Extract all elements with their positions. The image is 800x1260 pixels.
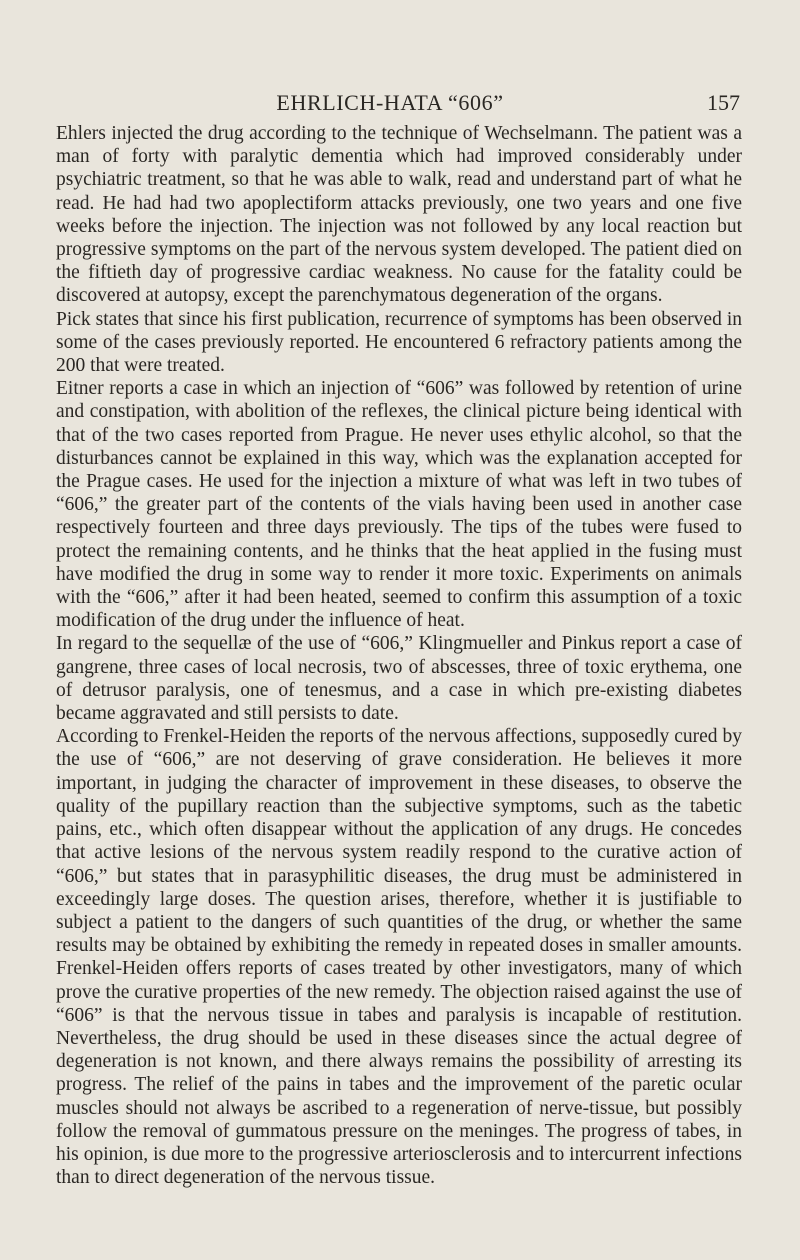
page-number: 157 (707, 90, 740, 115)
paragraph-pick: Pick states that since his first publication, recurrence of symptoms has been observed in some of the cases previously reported. He encountered 6 refractory patients among the 200 that were treated. (56, 308, 742, 377)
running-title: EHRLICH-HATA “606” (276, 90, 504, 115)
body-text (56, 122, 742, 1189)
paragraph-klingmueller-pinkus: In regard to the sequellæ of the use of “606,” Klingmueller and Pinkus report a case of gangrene, three cases of local necrosis, two of abscesses, three of toxic erythema, one of detrusor paralysis, one of tenesmus, and a case in which pre-existing diabetes became aggravated and still persists to date. (56, 633, 742, 725)
paragraph-frenkel-heiden: According to Frenkel-Heiden the reports of the nervous affections, supposedly cured by the use of “606,” are not deserving of grave consideration. He believes it more important, in judging the character of improvement in these diseases, to observe the quality of the pupillary reaction than the subjective symptoms, such as the tabetic pains, etc., which often disappear without the application of any drugs. He concedes that active lesions of the nervous system readily respond to the curative action of “606,” but states that in parasyphilitic diseases, the drug must be administered in exceedingly large doses. The question arises, therefore, whether it is justifiable to subject a patient to the dangers of such quantities of the drug, or whether the same results may be obtained by exhibiting the remedy in repeated doses in smaller amounts. Frenkel-Heiden offers reports of cases treated by other investigators, many of which prove the curative properties of the new remedy. The objection raised against the use of “606” is that the nervous tissue in tabes and paralysis is incapable of restitution. Nevertheless, the drug should be used in these diseases since the actual degree of degeneration is not known, and there always remains the possibility of arresting its progress. The relief of the pains in tabes and the improvement of the paretic ocular muscles should not always be ascribed to a regeneration of nerve-tissue, but possibly follow the removal of gummatous pressure on the meninges. The progress of tabes, in his opinion, is due more to the progressive arteriosclerosis and to intercurrent infections than to direct degeneration of the nervous tissue. (56, 726, 742, 1189)
paragraph-ehlers: Ehlers injected the drug according to the technique of Wechselmann. The patient was a man of forty with paralytic dementia which had improved considerably under psychiatric treatment, so that he was able to walk, read and understand part of what he read. He had had two apoplectiform attacks previously, one two years and one five weeks before the injection. The injection was not followed by any local reaction but progressive symptoms on the part of the nervous system developed. The patient died on the fiftieth day of progressive cardiac weakness. No cause for the fatality could be discovered at autopsy, except the parenchymatous degeneration of the organs. (56, 123, 742, 307)
paragraph-eitner: Eitner reports a case in which an injection of “606” was followed by retention of urine and constipation, with abolition of the reflexes, the clinical picture being identical with that of the two cases reported from Prague. He never uses ethylic alcohol, so that the disturbances cannot be explained in this way, which was the explanation accepted for the Prague cases. He used for the injection a mixture of what was left in two tubes of “606,” the greater part of the contents of the vials having been used in another case respectively fourteen and three days previously. The tips of the tubes were fused to protect the remaining contents, and he thinks that the heat applied in the fusing must have modified the drug in some way to render it more toxic. Experiments on animals with the “606,” after it had been heated, seemed to confirm this assumption of a toxic modification of the drug under the influence of heat. (56, 378, 742, 632)
running-head (0, 90, 800, 118)
